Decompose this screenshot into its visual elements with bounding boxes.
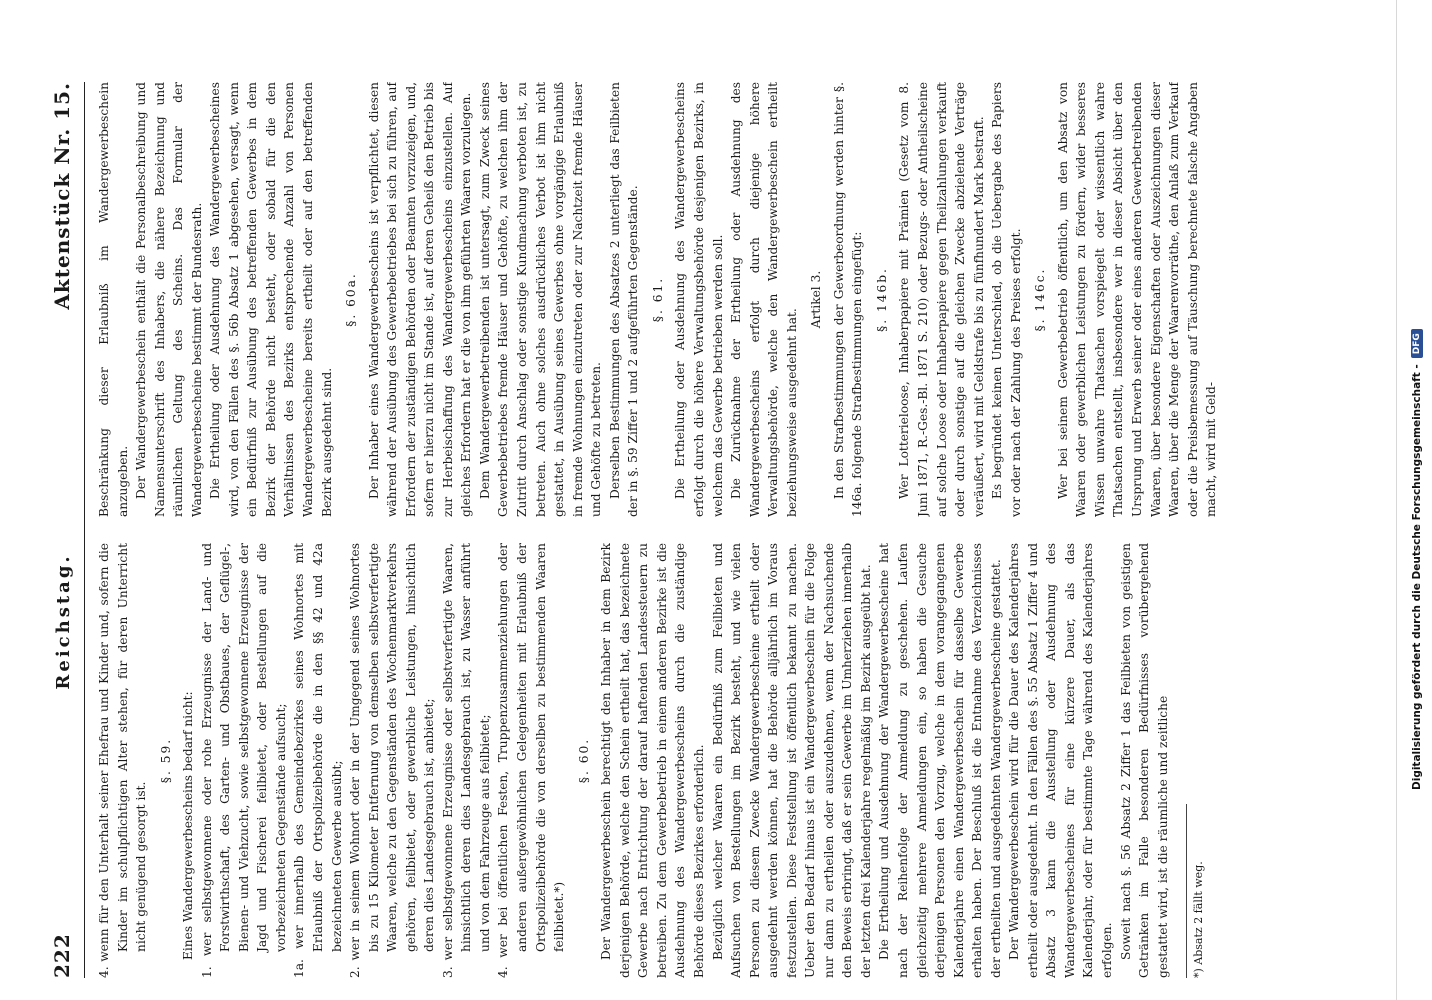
footnote: *) Absatz 2 fällt weg. (1186, 804, 1208, 978)
digitization-credit (1407, 210, 1427, 790)
paragraph: Wer Lotterieloose, Inhaberpapiere mit Prämien (Gesetz vom 8. Juni 1871, R.-Ges.-Bl. 1871 S. 210) oder Bezugs- oder Antheilscheine auf solche Loose oder Inhaberpapiere gegen Theilzahlungen verkauft oder durch sonstige auf die gleichen Zwecke abzielende Verträge veräußert, wird mit Geldstrafe bis zu fünfhundert Mark bestraft. (897, 82, 986, 517)
list-item: 4. wer bei öffentlichen Festen, Truppenzusammenziehungen oder anderen außergewöhnlichen Gelegenheiten mit Erlaubniß der Ortspolizeibehörde die von derselben zu bestimmenden Waaren feilbietet.*) (496, 543, 567, 978)
margin-divider (1396, 0, 1397, 1000)
document-number: Aktenstück Nr. 15. (50, 82, 74, 310)
paragraph: Der Inhaber eines Wandergewerbescheins ist verpflichtet, diesen während der Ausübung des Gewerbebetriebes bei sich zu führen, auf Erfordern der zuständigen Behörden oder Beamten vorzuzeigen, und, sofern er hierzu nicht im Stande ist, auf deren Geheiß den Betrieb bis zur Herbeischaffung des Wandergewerbescheins einzustellen. Auf gleiches Erfordern hat er die von ihm geführten Waaren vorzulegen. (366, 82, 474, 517)
section-heading: §. 61. (650, 276, 665, 323)
paragraph: Die Zurücknahme der Ertheilung oder Ausdehnung des Wandergewerbescheins erfolgt durch diejenige höhere Verwaltungsbehörde, welche den Wandergewerbeschein ertheilt beziehungsweise ausgedehnt hat. (729, 82, 799, 517)
credit-text: Digitalisierung gefördert durch die Deutsche Forschungsgemeinschaft - (1411, 364, 1423, 790)
section-heading: §. 60. (576, 737, 591, 784)
section-heading: §. 146c. (1033, 267, 1048, 332)
paragraph: Dem Wandergewerbetreibenden ist untersagt, zum Zweck seines Gewerbebetriebes fremde Häuser und Gehöfte, zu welchen ihm der Zutritt durch Anschlag oder sonstige Kundmachung verboten ist, zu betreten. Auch ohne solches ausdrückliches Verbot ist ihm nicht gestattet, in Ausübung seines Gewerbes ohne vorgängige Erlaubniß in fremde Wohnungen einzutreten oder zur Nachtzeit fremde Häuser und Gehöfte zu betreten. (477, 82, 604, 517)
text-columns (95, 82, 1295, 978)
list-item: 1. wer selbstgewonnene oder rohe Erzeugnisse der Land- und Forstwirthschaft, des Garten- und Obstbaues, der Geflügel-, Bienen- und Viehzucht, sowie selbstgewonnene Erzeugnisse der Jagd und Fischerei feilbietet, oder Bestellungen auf die vorbezeichneten Gegenstände aufsucht; (199, 543, 288, 978)
paragraph: Der Wandergewerbeschein berechtigt den Inhaber in dem Bezirk derjenigen Behörde, welche den Schein ertheilt hat, das bezeichnete Gewerbe nach Entrichtung der darauf haftenden Landessteuern zu betreiben. Zu dem Gewerbebetrieb in einem anderen Bezirke ist die Ausdehnung des Wandergewerbescheins durch die zuständige Behörde dieses Bezirkes erforderlich. (599, 543, 706, 978)
paragraph: Der Wandergewerbeschein wird für die Dauer des Kalenderjahres ertheilt oder ausgedehnt. In den Fällen des §. 55 Absatz 1 Ziffer 4 und Absatz 3 kann die Ausstellung oder Ausdehnung des Wandergewerbescheines für eine kürzere Dauer, als das Kalenderjahr, oder für bestimmte Tage während des Kalenderjahres erfolgen. (1007, 543, 1114, 978)
article-heading: Artikel 3. (809, 270, 824, 329)
paragraph: Der Wandergewerbeschein enthält die Personalbeschreibung und Namensunterschrift des Inhabers, die nähere Bezeichnung und räumlichen Geltung des Scheins. Das Formular der Wandergewerbescheine bestimmt der Bundesrath. (134, 82, 204, 517)
paragraph: Wer bei seinem Gewerbebetrieb öffentlich, um den Absatz von Waaren oder gewerblichen Leistungen zu fördern, wider besseres Wissen unwahre Thatsachen vorspiegelt oder wissentlich wahre Thatsachen entstellt, insbesondere wer in dieser Absicht über den Ursprung und Erwerb seiner oder eines anderen Gewerbetreibenden Waaren, über besondere Eigenschaften oder Auszeichnungen dieser Waaren, über die Menge der Waarenvorräthe, den Anlaß zum Verkauf oder die Preisbemessung auf Täuschung berechnete falsche Angaben macht, wird mit Geld- (1055, 82, 1219, 517)
paragraph: In den Strafbestimmungen der Gewerbeordnung werden hinter §. 146a. folgende Strafbestimmungen eingefügt: (831, 82, 865, 517)
list-item: 3. wer selbstgewonnene Erzeugnisse oder selbstverfertigte Waaren, hinsichtlich deren dies Landesgebrauch ist, zu Wasser anführt und von dem Fahrzeuge aus feilbietet; (440, 543, 492, 978)
right-column (95, 82, 1295, 517)
paragraph: Die Ertheilung oder Ausdehnung des Wandergewerbescheines wird, von den Fällen des §. 56b Absatz 1 abgesehen, versagt, wenn ein Bedürfniß zur Ausübung des betreffenden Gewerbes in dem Bezirk der Behörde nicht besteht, oder sobald für die den Verhältnissen des Bezirks entsprechende Anzahl von Personen Wandergewerbescheine bereits ertheilt oder auf den betreffenden Bezirk ausgedehnt sind. (208, 82, 334, 517)
page-number: 222 (50, 933, 74, 978)
list-item: 1a. wer innerhalb des Gemeindebezirkes seines Wohnortes mit Erlaubniß der Ortspolizeibehörde die in den §§ 42 und 42a bezeichneten Gewerbe ausübt; (292, 543, 344, 978)
rotated-document-page (40, 60, 1330, 1000)
paragraph: Beschränkung dieser Erlaubniß im Wandergewerbeschein anzugeben. (97, 82, 130, 517)
paragraph: Derselben Bestimmungen des Absatzes 2 unterliegt das Feilbieten der in §. 59 Ziffer 1 und 2 aufgeführten Gegenstände. (607, 82, 641, 517)
section-heading: §. 59. (158, 737, 173, 784)
section-heading: §. 60a. (344, 272, 359, 327)
page-header (50, 82, 85, 978)
paragraph: Soweit nach §. 56 Absatz 2 Ziffer 1 das Feilbieten von geistigen Getränken im Falle besonderen Bedürfnisses vorübergehend gestattet wird, ist die räumliche und zeitliche (1118, 543, 1170, 978)
left-column (95, 543, 1295, 978)
paragraph: Die Ertheilung und Ausdehnung der Wandergewerbescheine hat nach der Reihenfolge der Anmeldung zu geschehen. Laufen gleichzeitig mehrere Anmeldungen ein, so haben die Gesuche derjenigen Personen den Vorzug, welche in dem vorangegangenen Kalenderjahre einen Wandergewerbeschein für dasselbe Gewerbe erhalten haben. Der Beschluß ist die Entnahme des Verzeichnisses der ertheilten und ausgedehnten Wandergewerbescheine gestattet. (877, 543, 1003, 978)
paragraph: Die Ertheilung oder Ausdehnung des Wandergewerbescheins erfolgt durch die höhere Verwaltungsbehörde desjenigen Bezirks, in welchem das Gewerbe betrieben werden soll. (673, 82, 725, 517)
paragraph: 4. wenn für den Unterhalt seiner Ehefrau und Kinder und, sofern die Kinder im schulpflichtigen Alter stehen, für deren Unterricht nicht genügend gesorgt ist. (97, 543, 149, 978)
section-heading: §. 146b. (874, 267, 889, 332)
paragraph: Eines Wandergewerbescheins bedarf nicht: (181, 691, 196, 960)
dfg-logo: DFG (1411, 329, 1423, 358)
paragraph: Es begründet keinen Unterschied, ob die Uebergabe des Papiers vor oder nach der Zahlung des Preises erfolgt. (990, 82, 1023, 517)
paragraph: Bezüglich welcher Waaren ein Bedürfniß zum Feilbieten und Aufsuchen von Bestellungen im Bezirk besteht, und wie vielen Personen zu diesem Zwecke Wandergewerbescheine ertheilt oder ausgedehnt werden können, hat die Behörde alljährlich im Voraus festzustellen. Diese Feststellung ist öffentlich bekannt zu machen. Ueber den Bedarf hinaus ist ein Wandergewerbeschein für die Folge nur dann zu ertheilen oder auszudehnen, wenn der Nachsuchende den Beweis erbringt, daß er sein Gewerbe im Umherziehen innerhalb der letzten drei Kalenderjahre regelmäßig im Bezirk ausgeübt hat. (710, 543, 873, 978)
list-item: 2. wer in seinem Wohnort oder in der Umgegend seines Wohnortes bis zu 15 Kilometer Entfernung von demselben selbstverfertigte Waaren, welche zu den Gegenständen des Wochenmarktverkehrs gehören, feilbietet, oder gewerbliche Leistungen, hinsichtlich deren dies Landesgebrauch ist, anbietet; (348, 543, 437, 978)
running-title: Reichstag. (53, 553, 74, 690)
